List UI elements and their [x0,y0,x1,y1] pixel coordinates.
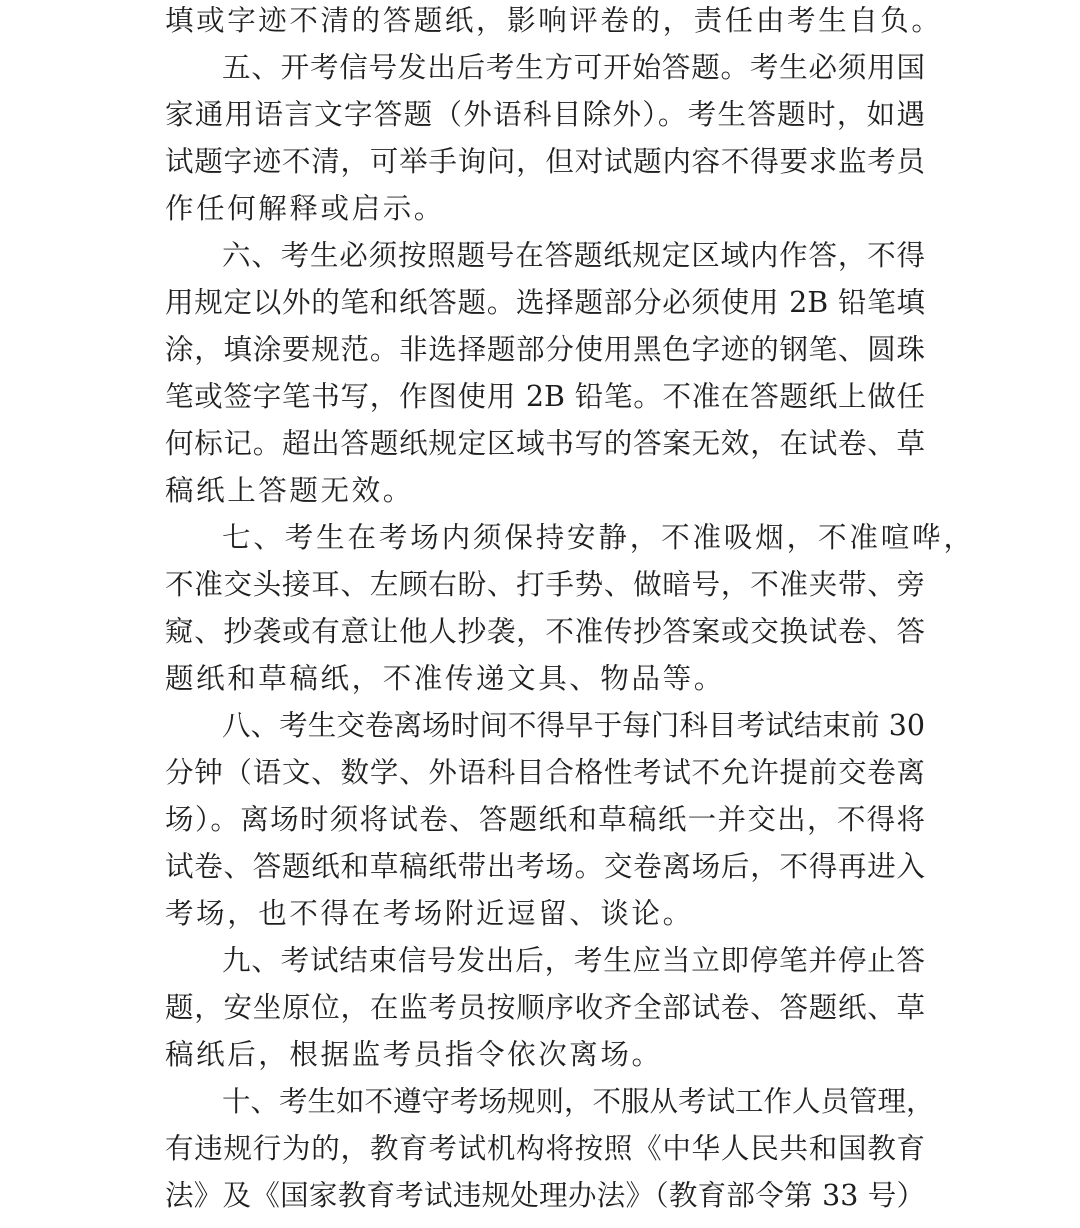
paragraph-rule-7 [165,514,972,702]
text-line: 九、考试结束信号发出后，考生应当立即停笔并停止答 [222,944,925,977]
text-line: 稿纸后，根据监考员指令依次离场。 [165,1038,663,1071]
text-line: 题，安坐原位，在监考员按顺序收齐全部试卷、答题纸、草 [165,991,925,1024]
paragraph-rule-10 [165,1078,935,1219]
text-line: 七、考生在考场内须保持安静，不准吸烟，不准喧哗， [222,521,972,554]
text-line: 试卷、答题纸和草稿纸带出考场。交卷离场后，不得再进入 [165,850,925,883]
paragraph-rule-4-tail [165,0,943,44]
text-line: 考场，也不得在考场附近逗留、谈论。 [165,897,694,930]
text-line: 试题字迹不清，可举手询问，但对试题内容不得要求监考员 [165,145,925,178]
text-line: 用规定以外的笔和纸答题。选择题部分必须使用 2B 铅笔填 [165,286,925,319]
text-line: 涂，填涂要规范。非选择题部分使用黑色字迹的钢笔、圆珠 [165,333,925,366]
text-line: 场）。离场时须将试卷、答题纸和草稿纸一并交出，不得将 [165,803,925,836]
text-line: 填或字迹不清的答题纸，影响评卷的，责任由考生自负。 [165,4,943,37]
text-line: 作任何解释或启示。 [165,192,445,225]
text-line: 法》及《国家教育考试违规处理办法》（教育部令第 33 号） [165,1179,925,1212]
paragraph-rule-6 [165,232,925,514]
text-line: 稿纸上答题无效。 [165,474,414,507]
text-line: 题纸和草稿纸，不准传递文具、物品等。 [165,662,725,695]
text-line: 家通用语言文字答题（外语科目除外）。考生答题时，如遇 [165,98,925,131]
text-line: 六、考生必须按照题号在答题纸规定区域内作答，不得 [222,239,925,272]
text-line: 十、考生如不遵守考场规则，不服从考试工作人员管理， [222,1085,935,1118]
paragraph-rule-9 [165,937,925,1078]
text-line: 五、开考信号发出后考生方可开始答题。考生必须用国 [222,51,925,84]
text-line: 有违规行为的，教育考试机构将按照《中华人民共和国教育 [165,1132,925,1165]
text-line: 八、考生交卷离场时间不得早于每门科目考试结束前 30 [222,709,925,742]
paragraph-rule-8 [165,702,925,937]
text-line: 不准交头接耳、左顾右盼、打手势、做暗号，不准夹带、旁 [165,568,925,601]
document-body [165,0,972,1219]
text-line: 何标记。超出答题纸规定区域书写的答案无效，在试卷、草 [165,427,925,460]
text-line: 笔或签字笔书写，作图使用 2B 铅笔。不准在答题纸上做任 [165,380,925,413]
text-line: 分钟（语文、数学、外语科目合格性考试不允许提前交卷离 [165,756,925,789]
text-line: 窥、抄袭或有意让他人抄袭，不准传抄答案或交换试卷、答 [165,615,925,648]
paragraph-rule-5 [165,44,925,232]
